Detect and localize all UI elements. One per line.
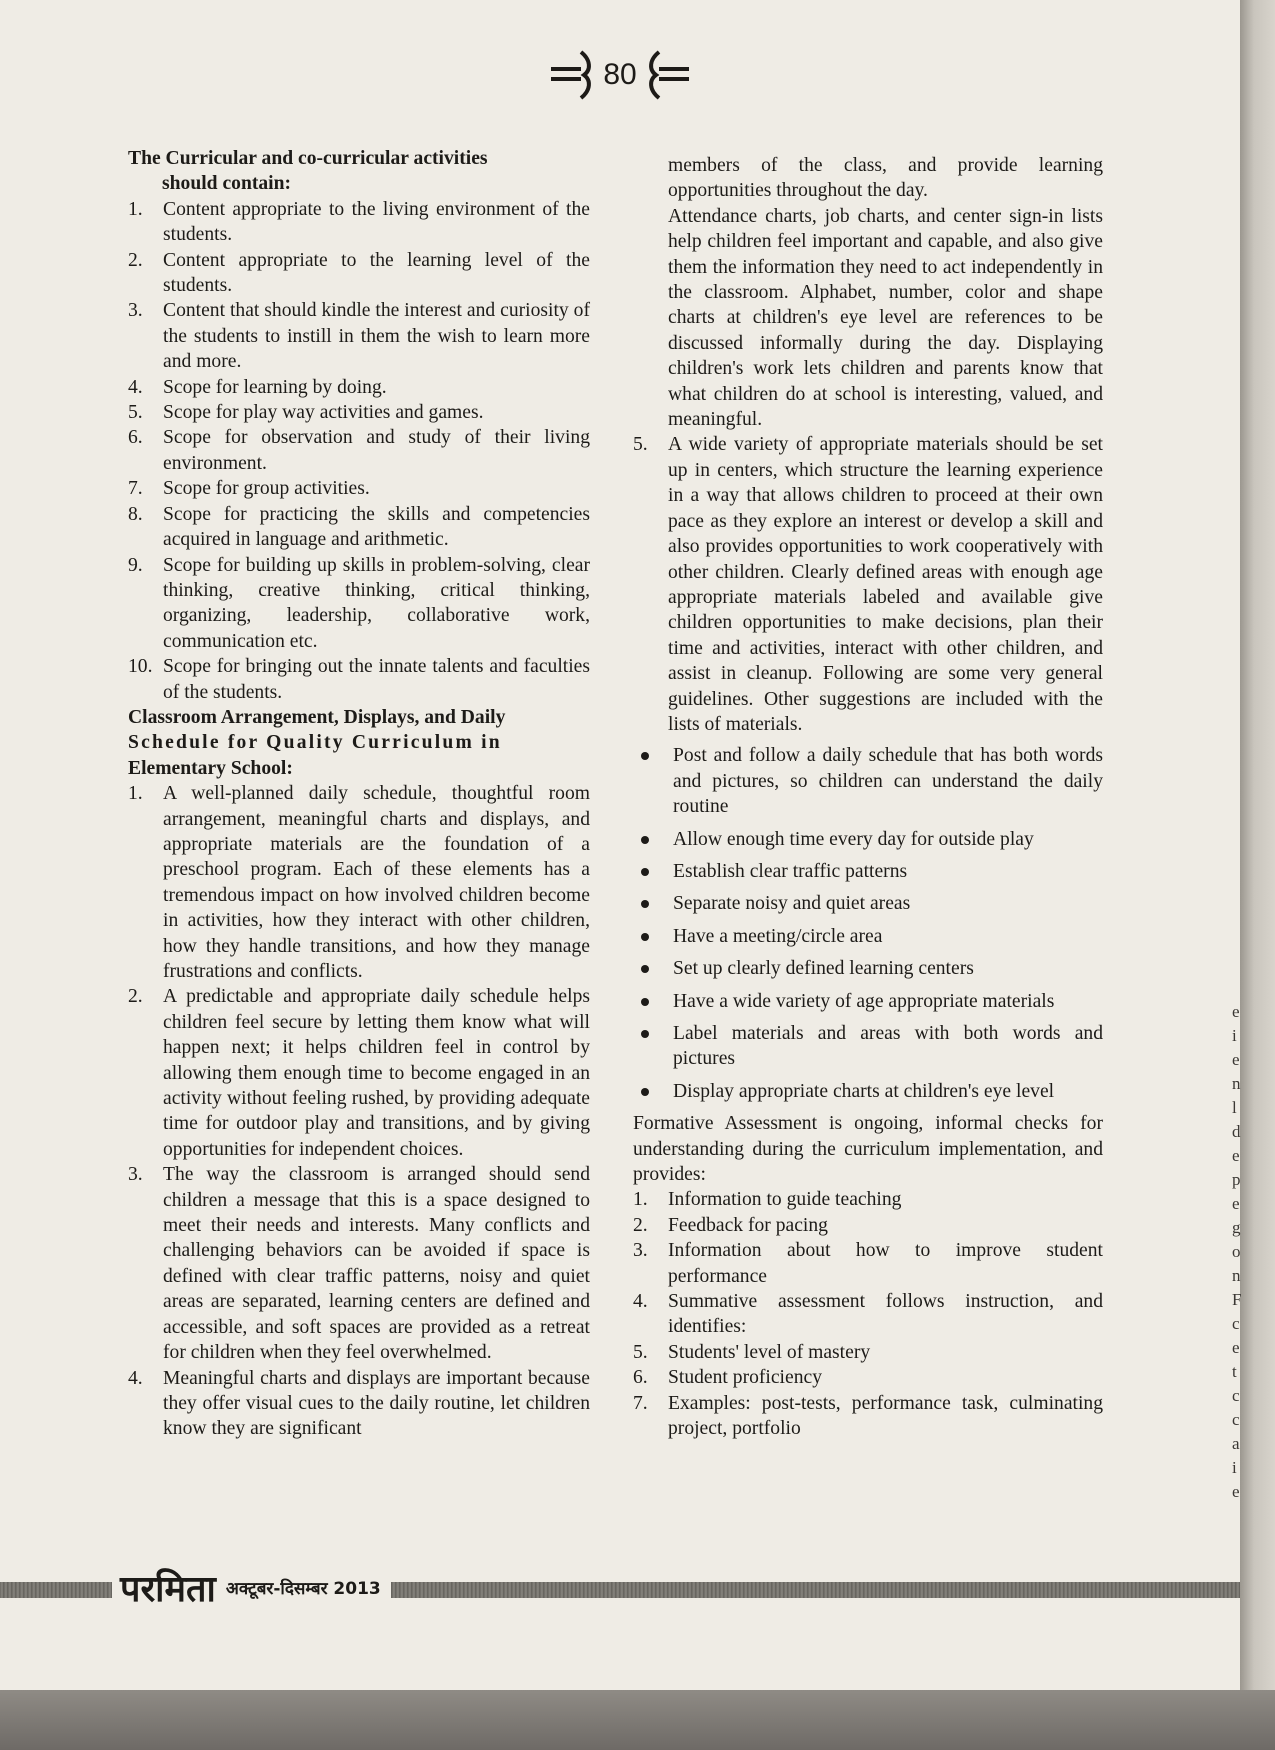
item-text: Scope for bringing out the innate talents and faculties of the students. (163, 656, 590, 703)
item-text: Scope for practicing the skills and competencies acquired in language and arithmetic. (163, 503, 590, 551)
item-number: 4. (633, 1291, 648, 1313)
item-number: 10. (128, 656, 153, 678)
item-text: Content appropriate to the living environment of the students. (163, 198, 590, 246)
list-item (633, 1365, 1103, 1390)
list-item (128, 375, 590, 400)
left-ornament-icon (551, 50, 597, 100)
formative-assessment-paragraph: Formative Assessment is ongoing, informal checks for understanding during the curriculum implementation, and provides: (633, 1113, 1103, 1186)
edge-letter: o (1232, 1242, 1241, 1261)
magazine-name: परमिता (120, 1568, 216, 1610)
list-item (633, 432, 1103, 737)
item-text: A wide variety of appropriate materials should be set up in centers, which structure the learning experience in a way that allows children to proceed at their own pace as they explore an interest or develop a skill and also provides opportunities to work cooperatively with other children. Clearly defined areas with enough age appropriate materials labeled and available give children opportunities to make decisions, plan their time and activities, interact with other children, and assist in cleanup. Following are some very general guidelines. Other suggestions are included with the lists of materials. (668, 434, 1103, 735)
item-text: The way the classroom is arranged should send children a message that this is a space designed to meet their needs and interests. Many conflicts and challenging behaviors can be avoided if space is defined with clear traffic patterns, noisy and quiet areas are separated, learning centers are defined and accessible, and soft spaces are provided as a retreat for children when they feel overwhelmed. (163, 1164, 590, 1364)
edge-letter: e (1232, 1146, 1240, 1165)
heading-line: Elementary School: (128, 757, 293, 779)
item-text: Scope for observation and study of their living environment. (163, 427, 590, 474)
item-number: 7. (128, 478, 143, 500)
item-number: 5. (128, 402, 143, 424)
edge-letter: t (1232, 1362, 1237, 1381)
item-number: 1. (128, 198, 143, 220)
item-text: Scope for group activities. (163, 478, 370, 500)
bullet-item: Display appropriate charts at children's eye level (633, 1079, 1103, 1104)
list-item (128, 298, 590, 374)
bullet-item: Have a meeting/circle area (633, 924, 1103, 949)
item-text: Scope for building up skills in problem-solving, clear thinking, creative thinking, critical thinking, organizing, leadership, collaborative work, communication etc. (163, 554, 590, 652)
list-item (633, 1340, 1103, 1365)
list-item (128, 1366, 590, 1442)
list-item (128, 654, 590, 705)
bullet-item: Have a wide variety of age appropriate materials (633, 989, 1103, 1014)
list-item (633, 1213, 1103, 1238)
bullet-item: Set up clearly defined learning centers (633, 956, 1103, 981)
list-item (128, 197, 590, 248)
guidelines-bullet-list (633, 743, 1103, 1104)
list-item (128, 553, 590, 655)
list-item (128, 1162, 590, 1365)
list-item (633, 1187, 1103, 1212)
item-number: 3. (128, 300, 143, 322)
continuation-text: members of the class, and provide learning opportunities throughout the day. (668, 155, 1103, 202)
item-text: Examples: post-tests, performance task, culminating project, portfolio (668, 1392, 1103, 1440)
list-item (128, 400, 590, 425)
list-item (128, 781, 590, 984)
edge-letter: e (1232, 1050, 1240, 1069)
item-number: 2. (128, 986, 143, 1008)
bullet-item: Separate noisy and quiet areas (633, 891, 1103, 916)
edge-letter: l (1232, 1098, 1237, 1117)
item-text: Feedback for pacing (668, 1214, 828, 1236)
edge-letter: e (1232, 1194, 1240, 1213)
edge-letter: a (1232, 1434, 1240, 1453)
item-text: Student proficiency (668, 1367, 822, 1389)
list-item-continuation (633, 153, 1103, 432)
item-number: 4. (128, 376, 143, 398)
item-text: Meaningful charts and displays are important because they offer visual cues to the daily routine, let children know they are significant (163, 1367, 590, 1440)
item-text: Content appropriate to the learning level of the students. (163, 249, 590, 297)
item-text: Summative assessment follows instruction, and identifies: (668, 1291, 1103, 1338)
heading-line: should contain: (162, 173, 292, 195)
right-ornament-icon (643, 50, 689, 100)
item-text: Students' level of mastery (668, 1341, 871, 1363)
item-text: A well-planned daily schedule, thoughtful room arrangement, meaningful charts and displays, and appropriate materials are the foundation of a preschool program. Each of these elements has a tremendous impact on how involved children become in activities, how they interact with other children, how they handle transitions, and how they manage frustrations and conflicts. (163, 783, 590, 982)
activities-list (128, 197, 590, 705)
list-item (633, 1238, 1103, 1289)
item-text: Information to guide teaching (668, 1189, 902, 1211)
edge-letter: e (1232, 1002, 1240, 1021)
edge-letter: e (1232, 1338, 1240, 1357)
item-text: Scope for learning by doing. (163, 376, 387, 398)
item-number: 7. (633, 1392, 648, 1414)
edge-letter: n (1232, 1074, 1241, 1093)
edge-letter: c (1232, 1386, 1240, 1405)
item-number: 2. (128, 249, 143, 271)
edge-letter: F (1232, 1290, 1242, 1309)
right-column (633, 153, 1103, 1442)
facing-page-edge-letters (1232, 1000, 1256, 1504)
item-number: 5. (633, 434, 648, 456)
assessment-list (633, 1187, 1103, 1441)
section-heading-activities (128, 146, 590, 197)
item-number: 1. (128, 783, 143, 805)
section-heading-classroom (128, 705, 590, 781)
heading-line: Schedule for Quality Curriculum in (128, 732, 502, 754)
list-item (633, 1289, 1103, 1340)
item-number: 8. (128, 503, 143, 525)
item-text: Content that should kindle the interest and curiosity of the students to instill in them the wish to learn more and more. (163, 300, 590, 373)
item-number: 3. (633, 1240, 648, 1262)
heading-line: Classroom Arrangement, Displays, and Daily (128, 706, 506, 728)
footer-masthead (112, 1563, 391, 1611)
edge-letter: g (1232, 1218, 1241, 1237)
edge-letter: c (1232, 1314, 1240, 1333)
bullet-item: Post and follow a daily schedule that has both words and pictures, so children can understand the daily routine (633, 743, 1103, 819)
list-item (128, 984, 590, 1162)
scan-bottom-shadow (0, 1690, 1275, 1750)
item-number: 6. (633, 1367, 648, 1389)
item-number: 9. (128, 554, 143, 576)
item-number: 6. (128, 427, 143, 449)
issue-date: अक्टूबर-दिसम्बर 2013 (225, 1578, 381, 1599)
page-number-ornament (540, 40, 700, 110)
item-text: A predictable and appropriate daily schedule helps children feel secure by letting them know what will happen next; it helps children feel in control by allowing them enough time to become engaged in an activity without feeling rushed, by providing adequate time for outdoor play and transitions, and by giving opportunities for independent choices. (163, 986, 590, 1160)
item-number: 5. (633, 1341, 648, 1363)
edge-letter: e (1232, 1482, 1240, 1501)
item-number: 4. (128, 1367, 143, 1389)
heading-line: The Curricular and co-curricular activities (128, 148, 488, 169)
continuation-paragraph: Attendance charts, job charts, and center sign-in lists help children feel important and capable, and also give them the information they need to act independently in the classroom. Alphabet, number, color and shape charts at children's eye level are references to be discussed informally during the day. Displaying children's work lets children and parents know that what children do at school is interesting, valued, and meaningful. (668, 205, 1103, 431)
bullet-item: Label materials and areas with both words and pictures (633, 1021, 1103, 1072)
edge-letter: d (1232, 1122, 1241, 1141)
page-number: 80 (603, 58, 637, 91)
item-text: Scope for play way activities and games. (163, 402, 484, 424)
edge-letter: p (1232, 1170, 1241, 1189)
item-text: Information about how to improve student performance (668, 1240, 1103, 1287)
item-number: 3. (128, 1164, 143, 1186)
bullet-item: Allow enough time every day for outside play (633, 827, 1103, 852)
left-column (128, 146, 590, 1442)
classroom-list-continued (633, 153, 1103, 737)
list-item (128, 476, 590, 501)
edge-letter: i (1232, 1026, 1237, 1045)
list-item (128, 502, 590, 553)
edge-letter: i (1232, 1458, 1237, 1477)
edge-letter: n (1232, 1266, 1241, 1285)
list-item (128, 425, 590, 476)
item-number: 2. (633, 1214, 648, 1236)
item-number: 1. (633, 1189, 648, 1211)
classroom-list (128, 781, 590, 1442)
bullet-item: Establish clear traffic patterns (633, 859, 1103, 884)
list-item (128, 248, 590, 299)
edge-letter: c (1232, 1410, 1240, 1429)
list-item (633, 1391, 1103, 1442)
